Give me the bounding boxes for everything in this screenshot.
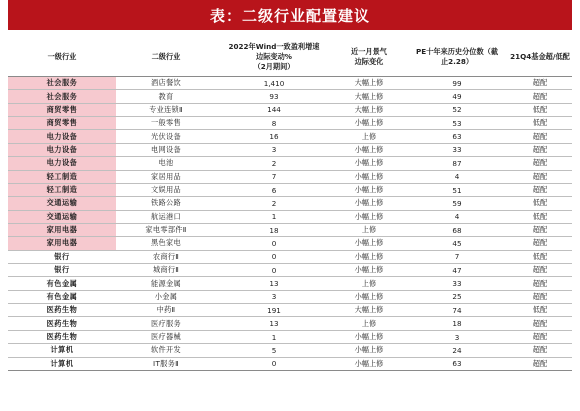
sentiment-cell: 小幅上修 <box>332 143 406 156</box>
table-row <box>8 290 572 303</box>
table-body <box>8 77 572 371</box>
table-row <box>8 264 572 277</box>
level1-cell: 有色金属 <box>8 290 116 303</box>
fund-allocation-cell: 超配 <box>508 264 572 277</box>
fund-allocation-cell: 超配 <box>508 290 572 303</box>
level2-cell: 能源金属 <box>116 277 216 290</box>
profit-change-cell: 13 <box>216 317 332 330</box>
table-row <box>8 130 572 143</box>
level1-cell: 商贸零售 <box>8 103 116 116</box>
level1-cell: 交通运输 <box>8 210 116 223</box>
profit-change-cell: 3 <box>216 290 332 303</box>
profit-change-cell: 13 <box>216 277 332 290</box>
level1-cell: 医药生物 <box>8 304 116 317</box>
pe-percentile-cell: 99 <box>406 77 508 90</box>
fund-allocation-cell: 超配 <box>508 237 572 250</box>
level1-cell: 商贸零售 <box>8 117 116 130</box>
pe-percentile-cell: 45 <box>406 237 508 250</box>
level2-cell: 酒店餐饮 <box>116 77 216 90</box>
header-sentiment-line2: 边际变化 <box>354 57 384 66</box>
level2-cell: 光伏设备 <box>116 130 216 143</box>
pe-percentile-cell: 74 <box>406 304 508 317</box>
sentiment-cell: 小幅上修 <box>332 157 406 170</box>
profit-change-cell: 8 <box>216 117 332 130</box>
header-level1: 一级行业 <box>8 38 116 77</box>
level1-cell: 有色金属 <box>8 277 116 290</box>
pe-percentile-cell: 25 <box>406 290 508 303</box>
header-pe-percentile <box>406 38 508 77</box>
level1-cell: 医药生物 <box>8 330 116 343</box>
pe-percentile-cell: 4 <box>406 210 508 223</box>
profit-change-cell: 1 <box>216 330 332 343</box>
table-title: 表：二级行业配置建议 <box>8 0 572 30</box>
pe-percentile-cell: 33 <box>406 143 508 156</box>
header-pe-line1: PE十年来历史分位数（截 <box>415 47 499 57</box>
level2-cell: 电池 <box>116 157 216 170</box>
table-row <box>8 103 572 116</box>
header-profit-line3: （2月期间） <box>253 61 295 71</box>
table-row <box>8 157 572 170</box>
header-profit-line2: 边际变动% <box>256 52 292 62</box>
sentiment-cell: 小幅上修 <box>332 183 406 196</box>
profit-change-cell: 16 <box>216 130 332 143</box>
sentiment-cell: 上修 <box>332 223 406 236</box>
level2-cell: 家居用品 <box>116 170 216 183</box>
pe-percentile-cell: 18 <box>406 317 508 330</box>
fund-allocation-cell: 低配 <box>508 210 572 223</box>
profit-change-cell: 1,410 <box>216 77 332 90</box>
profit-change-cell: 1 <box>216 210 332 223</box>
table-row <box>8 237 572 250</box>
profit-change-cell: 2 <box>216 157 332 170</box>
pe-percentile-cell: 49 <box>406 90 508 103</box>
fund-allocation-cell: 低配 <box>508 117 572 130</box>
profit-change-cell: 5 <box>216 344 332 357</box>
table-row <box>8 357 572 370</box>
table-row <box>8 317 572 330</box>
level2-cell: 软件开发 <box>116 344 216 357</box>
level2-cell: 教育 <box>116 90 216 103</box>
pe-percentile-cell: 52 <box>406 103 508 116</box>
header-level2: 二级行业 <box>116 38 216 77</box>
sentiment-cell: 小幅上修 <box>332 330 406 343</box>
header-fund-allocation: 21Q4基金超/低配 <box>508 38 572 77</box>
fund-allocation-cell: 超配 <box>508 277 572 290</box>
level1-cell: 电力设备 <box>8 130 116 143</box>
level1-cell: 社会服务 <box>8 90 116 103</box>
level2-cell: 中药Ⅱ <box>116 304 216 317</box>
sentiment-cell: 小幅上修 <box>332 170 406 183</box>
profit-change-cell: 0 <box>216 264 332 277</box>
level2-cell: 农商行Ⅱ <box>116 250 216 263</box>
table-row <box>8 250 572 263</box>
sentiment-cell: 大幅上修 <box>332 103 406 116</box>
level1-cell: 轻工制造 <box>8 183 116 196</box>
level2-cell: 专业连锁Ⅱ <box>116 103 216 116</box>
header-sentiment-line1: 近一月景气 <box>351 47 387 57</box>
header-profit-change <box>216 38 332 77</box>
sentiment-cell: 小幅上修 <box>332 250 406 263</box>
header-profit-line1: 2022年Wind一致盈利增速 <box>228 42 320 52</box>
level1-cell: 家用电器 <box>8 223 116 236</box>
pe-percentile-cell: 68 <box>406 223 508 236</box>
level1-cell: 银行 <box>8 264 116 277</box>
fund-allocation-cell: 低配 <box>508 197 572 210</box>
sentiment-cell: 小幅上修 <box>332 264 406 277</box>
level2-cell: IT服务Ⅱ <box>116 357 216 370</box>
profit-change-cell: 7 <box>216 170 332 183</box>
level1-cell: 轻工制造 <box>8 170 116 183</box>
level2-cell: 小金属 <box>116 290 216 303</box>
sentiment-cell: 上修 <box>332 317 406 330</box>
fund-allocation-cell: 低配 <box>508 250 572 263</box>
pe-percentile-cell: 47 <box>406 264 508 277</box>
fund-allocation-cell: 超配 <box>508 130 572 143</box>
level1-cell: 社会服务 <box>8 77 116 90</box>
pe-percentile-cell: 24 <box>406 344 508 357</box>
sentiment-cell: 小幅上修 <box>332 237 406 250</box>
fund-allocation-cell: 超配 <box>508 157 572 170</box>
level1-cell: 计算机 <box>8 357 116 370</box>
sentiment-cell: 小幅上修 <box>332 290 406 303</box>
sentiment-cell: 上修 <box>332 277 406 290</box>
level1-cell: 银行 <box>8 250 116 263</box>
pe-percentile-cell: 53 <box>406 117 508 130</box>
table-row <box>8 304 572 317</box>
table-row <box>8 223 572 236</box>
table-row <box>8 183 572 196</box>
profit-change-cell: 18 <box>216 223 332 236</box>
sentiment-cell: 小幅上修 <box>332 197 406 210</box>
sentiment-cell: 小幅上修 <box>332 357 406 370</box>
pe-percentile-cell: 59 <box>406 197 508 210</box>
profit-change-cell: 191 <box>216 304 332 317</box>
header-row <box>8 38 572 77</box>
pe-percentile-cell: 3 <box>406 330 508 343</box>
sentiment-cell: 小幅上修 <box>332 117 406 130</box>
pe-percentile-cell: 63 <box>406 357 508 370</box>
level2-cell: 一般零售 <box>116 117 216 130</box>
table-row <box>8 117 572 130</box>
table-row <box>8 143 572 156</box>
table-row <box>8 330 572 343</box>
fund-allocation-cell: 低配 <box>508 304 572 317</box>
table-row <box>8 90 572 103</box>
fund-allocation-cell: 超配 <box>508 330 572 343</box>
fund-allocation-cell: 超配 <box>508 223 572 236</box>
table-row <box>8 197 572 210</box>
sentiment-cell: 大幅上修 <box>332 90 406 103</box>
pe-percentile-cell: 33 <box>406 277 508 290</box>
table-row <box>8 344 572 357</box>
level2-cell: 家电零部件Ⅱ <box>116 223 216 236</box>
level2-cell: 航运港口 <box>116 210 216 223</box>
profit-change-cell: 0 <box>216 357 332 370</box>
fund-allocation-cell: 超配 <box>508 183 572 196</box>
profit-change-cell: 0 <box>216 250 332 263</box>
level1-cell: 电力设备 <box>8 157 116 170</box>
pe-percentile-cell: 51 <box>406 183 508 196</box>
fund-allocation-cell: 超配 <box>508 90 572 103</box>
profit-change-cell: 2 <box>216 197 332 210</box>
profit-change-cell: 144 <box>216 103 332 116</box>
fund-allocation-cell: 超配 <box>508 317 572 330</box>
fund-allocation-cell: 超配 <box>508 170 572 183</box>
fund-allocation-cell: 低配 <box>508 103 572 116</box>
level1-cell: 家用电器 <box>8 237 116 250</box>
sentiment-cell: 小幅上修 <box>332 210 406 223</box>
sentiment-cell: 大幅上修 <box>332 77 406 90</box>
level2-cell: 电网设备 <box>116 143 216 156</box>
fund-allocation-cell: 超配 <box>508 143 572 156</box>
level2-cell: 文娱用品 <box>116 183 216 196</box>
fund-allocation-cell: 超配 <box>508 344 572 357</box>
table-row <box>8 77 572 90</box>
pe-percentile-cell: 63 <box>406 130 508 143</box>
level2-cell: 铁路公路 <box>116 197 216 210</box>
level2-cell: 医疗服务 <box>116 317 216 330</box>
fund-allocation-cell: 超配 <box>508 357 572 370</box>
level2-cell: 黑色家电 <box>116 237 216 250</box>
level1-cell: 电力设备 <box>8 143 116 156</box>
level1-cell: 计算机 <box>8 344 116 357</box>
fund-allocation-cell: 超配 <box>508 77 572 90</box>
table-row <box>8 170 572 183</box>
level1-cell: 交通运输 <box>8 197 116 210</box>
level2-cell: 医疗器械 <box>116 330 216 343</box>
header-pe-line2: 止2.28） <box>440 57 474 66</box>
sentiment-cell: 大幅上修 <box>332 304 406 317</box>
pe-percentile-cell: 87 <box>406 157 508 170</box>
profit-change-cell: 93 <box>216 90 332 103</box>
sentiment-cell: 小幅上修 <box>332 344 406 357</box>
sentiment-cell: 上修 <box>332 130 406 143</box>
profit-change-cell: 3 <box>216 143 332 156</box>
pe-percentile-cell: 7 <box>406 250 508 263</box>
table-row <box>8 210 572 223</box>
level1-cell: 医药生物 <box>8 317 116 330</box>
profit-change-cell: 0 <box>216 237 332 250</box>
header-sentiment <box>332 38 406 77</box>
pe-percentile-cell: 4 <box>406 170 508 183</box>
profit-change-cell: 6 <box>216 183 332 196</box>
table-row <box>8 277 572 290</box>
level2-cell: 城商行Ⅱ <box>116 264 216 277</box>
industry-config-table <box>8 38 572 371</box>
